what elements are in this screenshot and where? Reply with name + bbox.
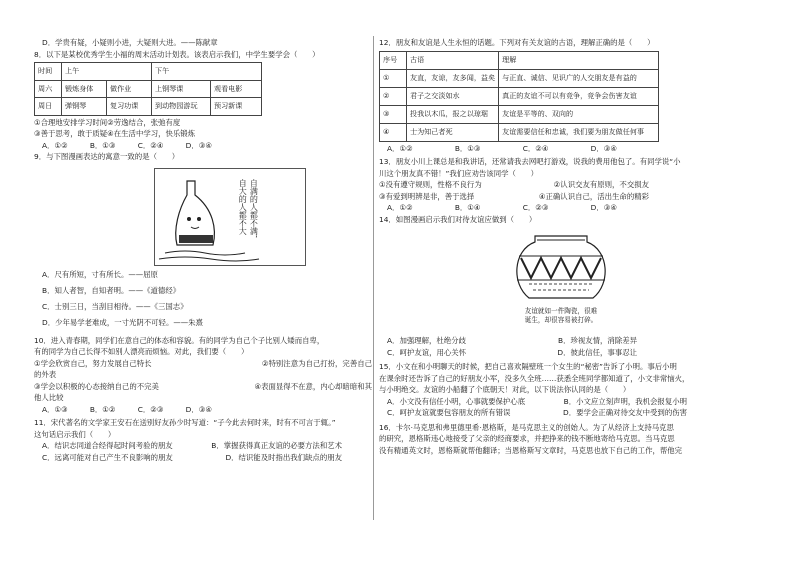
q10-items [34, 359, 372, 371]
q13-item: ③有爱到明辨是非，善于选择 [379, 191, 475, 201]
option-a[interactable]: A．①③ [42, 404, 68, 414]
q10-item: ④表面显得不在意，内心却暗暗和其 [254, 381, 372, 391]
option-d[interactable]: D．③④ [590, 143, 617, 153]
option-c[interactable]: C．远离可能对自己产生不良影响的朋友 [42, 452, 173, 462]
table-header-row [35, 63, 262, 81]
table-cell: 真正的友谊不可以有竞争，竞争会伤害友谊 [499, 87, 659, 105]
table-cell: ② [380, 87, 407, 105]
q11-stem: 11．宋代著名的文学家王安石在送别好友孙少时写道：“子今此去何时来，时有不可言于辄。” [34, 418, 336, 427]
q8-schedule-table [34, 62, 262, 116]
table-cell: 与正直、诚信、见识广的人交朋友是有益的 [499, 69, 659, 87]
table-row [35, 98, 262, 116]
table-cell: 下午 [152, 63, 262, 81]
q16-stem: 的研究，恩格斯违心地接受了父亲的经商要求，并把挣来的钱不断地寄给马克思。当马克思 [379, 434, 675, 443]
option-d[interactable]: D．要学会正确对待交友中受到的伤害 [563, 408, 687, 417]
table-row [380, 105, 659, 123]
table-header-row [380, 51, 659, 69]
q9-option-a[interactable]: A．尺有所短，寸有所长。——屈原 [42, 269, 158, 279]
table-cell: 投我以木瓜，报之以琼琚 [407, 105, 499, 123]
table-cell: 友谊需要信任和忠诚，我们要为朋友做任何事 [499, 123, 659, 141]
table-cell: 友直，友谅，友多闻，益矣 [407, 69, 499, 87]
table-row [380, 69, 659, 87]
q13-items [379, 192, 649, 204]
q15-stem: 15．小文在和小明聊天的时候，把自己喜欢隔壁班一个女生的“秘密”告诉了小明。事后小明 [379, 362, 677, 371]
table-cell: 锻炼身体 [62, 80, 107, 98]
q7-option-d: D．学贵有疑，小疑则小进，大疑则大进。——陈献章 [42, 38, 218, 47]
option-c[interactable]: C．②④ [522, 143, 549, 153]
option-c[interactable]: C．②③ [137, 404, 164, 414]
cartoon-text: 自满的人都不 [249, 178, 259, 227]
table-cell: 复习功课 [107, 98, 152, 116]
q15-options [379, 397, 687, 409]
table-row [35, 80, 262, 98]
table-cell: 预习新课 [211, 98, 262, 116]
q10-stem: 10．进入青春期，同学们在意自己的体态和容貌。有的同学为自己个子比别人矮而自卑， [34, 335, 325, 345]
option-a[interactable]: A．①② [42, 140, 68, 150]
option-a[interactable]: A．小文没有信任小明，心事就要保护心底 [387, 396, 526, 406]
option-d[interactable]: D．③④ [185, 140, 212, 150]
table-cell: ③ [380, 105, 407, 123]
q16-stem: 16．卡尔·马克思和弗里德里希·恩格斯，是马克思主义的创始人。为了从经济上支持马克思 [379, 422, 674, 432]
table-cell: 序号 [380, 51, 407, 69]
option-a[interactable]: A．加强理解，杜绝分歧 [387, 336, 466, 345]
column-divider [373, 36, 374, 520]
vase-icon [507, 232, 615, 304]
q16-stem: 没有精通英文时，恩格斯就帮他翻译；当恩格斯写文章时，马克思也放下自己的工作，帮他完 [379, 445, 683, 455]
vase-caption: 诞生，却很容易被打碎。 [524, 315, 598, 324]
option-b[interactable]: B．珍视友情，消除差异 [558, 336, 637, 345]
q9-cartoon [154, 168, 306, 266]
table-cell: 弹钢琴 [62, 98, 107, 116]
table-row [380, 87, 659, 105]
q10-item: ③学会以积极的心态接纳自己的不完美 [34, 381, 159, 391]
q8-stem: 8．以下是某校优秀学生小福的周末活动计划表。该表启示我们，中学生要学会（ ） [34, 49, 320, 59]
q11-options [34, 453, 342, 465]
table-cell: 周六 [35, 80, 62, 98]
q13-stem: 川这个朋友真不错！”我们应劝告该同学（ ） [379, 168, 539, 178]
table-cell: ① [380, 69, 407, 87]
q10-stem: 有的同学为自己长得不如别人漂亮而烦恼。对此，我们要（ ） [34, 347, 249, 356]
table-cell: 时间 [35, 63, 62, 81]
q11-stem: 这句话启示我们（ ） [34, 429, 116, 439]
option-b[interactable]: B．掌握获得真正友谊的必要方法和艺术 [211, 441, 342, 450]
q14-vase-cartoon [507, 232, 615, 332]
table-cell: 到动物园游玩 [152, 98, 211, 116]
table-cell: 君子之交淡如水 [407, 87, 499, 105]
option-a[interactable]: A．结识志同道合经得起时间考验的朋友 [42, 441, 173, 450]
q14-options [379, 348, 637, 360]
table-cell: 友谊是平等的、双向的 [499, 105, 659, 123]
q13-items [379, 180, 649, 192]
q9-option-d[interactable]: D．少年易学老难成，一寸光阴不可轻。——朱熹 [42, 317, 203, 327]
q14-stem: 14．如图漫画启示我们对待友谊应做到（ ） [379, 214, 537, 224]
table-cell: 上午 [62, 63, 152, 81]
table-cell: 观看电影 [211, 80, 262, 98]
q13-item: ①没有遵守规则，性格不良行为 [379, 180, 482, 189]
option-c[interactable]: C．呵护友谊就要包容朋友的所有错误 [387, 408, 511, 417]
q14-options [379, 336, 637, 348]
table-cell: 古语 [407, 51, 499, 69]
table-cell: 做作业 [107, 80, 152, 98]
q9-option-c[interactable]: C．士别三日，当刮目相待。——《三国志》 [42, 301, 188, 311]
q10-item: 的外表 [34, 370, 57, 379]
q13-item: ②认识交友有原则，不交损友 [553, 180, 649, 189]
table-cell: ④ [380, 123, 407, 141]
cartoon-text: 满，自大的人都不 [238, 178, 259, 243]
q12-options [379, 144, 617, 156]
option-a[interactable]: A．①② [387, 203, 413, 212]
option-c[interactable]: C．②③ [522, 203, 549, 212]
q8-item: ①合理地安排学习时间②劳逸结合，张弛有度 [34, 117, 181, 127]
q8-item: ③善于思考，敢于质疑④在生活中学习，快乐锻炼 [34, 129, 196, 138]
q15-options [379, 408, 687, 420]
option-d[interactable]: D．结识能及时指出我们缺点的朋友 [225, 452, 342, 462]
q9-stem: 9．与下图漫画表达的寓意一致的是（ ） [34, 152, 180, 161]
option-b[interactable]: B．①④ [454, 203, 481, 212]
option-b[interactable]: B．①③ [89, 140, 116, 150]
table-row [380, 123, 659, 141]
q8-options [34, 141, 212, 153]
left-column [34, 38, 372, 464]
q12-table [379, 51, 659, 142]
q12-stem: 12．朋友和友谊是人生永恒的话题。下列对有关友谊的古语，理解正确的是（ ） [379, 38, 655, 47]
option-b[interactable]: B．小文应立刻声明，我机会报复小明 [563, 396, 687, 406]
option-c[interactable]: C．呵护友谊，用心关怀 [387, 347, 467, 357]
q10-item: 他人比较 [34, 393, 64, 402]
q10-item: ②特别注意为自己打扮，完善自己 [261, 358, 372, 368]
q13-options [379, 203, 617, 215]
table-cell: 上钢琴课 [152, 80, 211, 98]
table-cell: 士为知己者死 [407, 123, 499, 141]
q15-stem: 与小明绝交。友谊的小船翻了个底朝天！对此，以下说法你认同的是（ ） [379, 385, 631, 394]
table-cell: 理解 [499, 51, 659, 69]
option-c[interactable]: C．②④ [137, 140, 164, 150]
q10-item: ①学会欣赏自己，努力发展自己特长 [34, 358, 152, 368]
bottle-figure-icon [155, 169, 305, 265]
q10-options [34, 405, 212, 417]
q13-stem: 13．朋友小川上课总是和我讲话，还常请我去网吧打游戏，说我的费用他包了。有同学说“小 [379, 157, 681, 166]
q13-item: ④正确认识自己，活出生命的精彩 [538, 191, 649, 201]
option-d[interactable]: D．彼此信任，事事忍让 [557, 347, 637, 357]
option-a[interactable]: A．①② [387, 143, 413, 153]
option-d[interactable]: D．③④ [185, 404, 212, 414]
table-cell: 周日 [35, 98, 62, 116]
right-column [379, 38, 759, 457]
option-d[interactable]: D．③④ [590, 203, 617, 212]
q9-option-b[interactable]: B．知人者智，自知者明。——《道德经》 [42, 285, 181, 295]
q15-stem: 在课余时还告诉了自己的好朋友小军，没多久全班……获悉全班同学都知道了，小文非常恼火， [379, 373, 690, 383]
q11-options [34, 441, 342, 453]
q10-items [34, 382, 372, 394]
option-b[interactable]: B．①③ [454, 143, 481, 153]
option-b[interactable]: B．①② [89, 404, 116, 414]
vase-caption: 友谊就如一件陶瓷，很难 [524, 306, 598, 315]
cartoon-text: 大 [238, 226, 248, 235]
